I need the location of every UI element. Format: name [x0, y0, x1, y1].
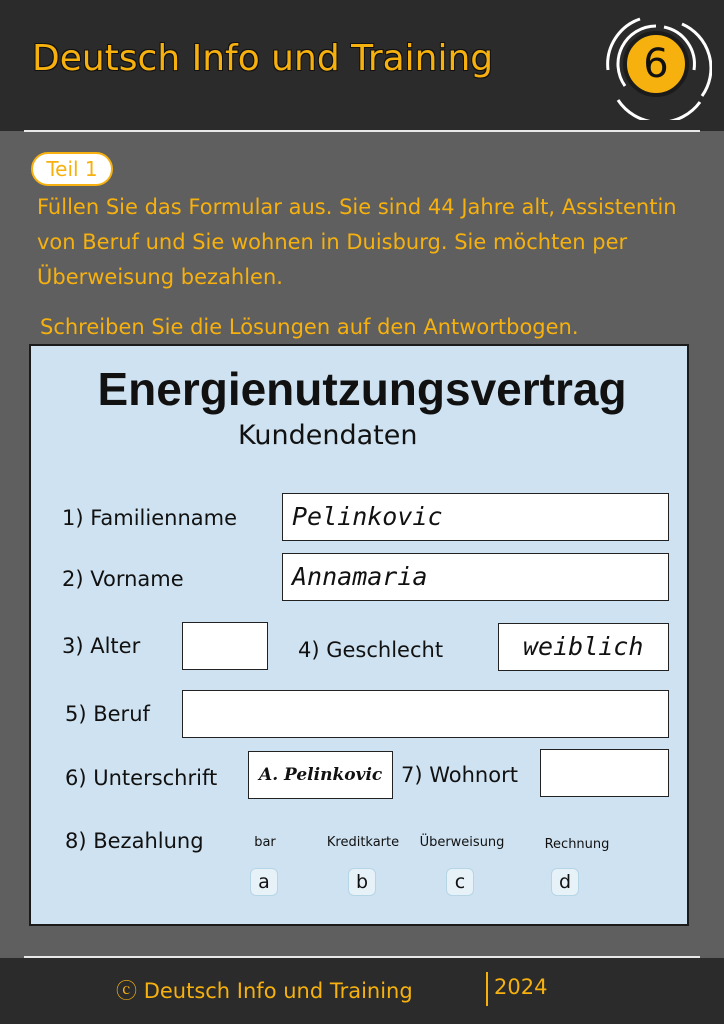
answer-note: Schreiben Sie die Lösungen auf den Antwortbogen. — [40, 315, 579, 339]
part-label: Teil 1 — [31, 152, 113, 186]
footer-year: 2024 — [494, 975, 548, 999]
option-rechnung-label: Rechnung — [544, 837, 610, 852]
option-d-button[interactable]: d — [551, 868, 579, 896]
geschlecht-field[interactable] — [498, 623, 669, 671]
unterschrift-label: 6) Unterschrift — [65, 766, 218, 790]
vorname-field[interactable] — [282, 553, 669, 601]
divider-top — [24, 130, 700, 132]
footer-separator — [486, 972, 488, 1006]
beruf-field[interactable] — [182, 690, 669, 738]
geschlecht-value: weiblich — [523, 632, 644, 661]
form-title: Energienutzungsvertrag — [97, 363, 627, 415]
option-b-button[interactable]: b — [348, 868, 376, 896]
wohnort-label: 7) Wohnort — [401, 763, 518, 787]
wohnort-field[interactable] — [540, 749, 669, 797]
alter-label: 3) Alter — [62, 634, 141, 658]
footer-brand: Deutsch Info und Training — [143, 979, 413, 1003]
option-a-button[interactable]: a — [250, 868, 278, 896]
bezahlung-label: 8) Bezahlung — [65, 829, 204, 853]
option-bar-label: bar — [254, 835, 276, 850]
option-c-button[interactable]: c — [446, 868, 474, 896]
familienname-label: 1) Familienname — [62, 506, 237, 530]
option-ueberweisung-label: Überweisung — [419, 835, 505, 850]
option-kreditkarte-label: Kreditkarte — [326, 835, 400, 850]
footer-copyright — [116, 975, 413, 1005]
familienname-field[interactable] — [282, 493, 669, 541]
vorname-label: 2) Vorname — [62, 567, 184, 591]
alter-field[interactable] — [182, 622, 268, 670]
geschlecht-label: 4) Geschlecht — [298, 638, 444, 662]
unterschrift-value: A. Pelinkovic — [259, 765, 383, 785]
copyright-icon: ⓒ — [116, 979, 137, 1003]
unterschrift-field[interactable] — [248, 751, 393, 799]
vorname-value: Annamaria — [292, 562, 428, 591]
beruf-label: 5) Beruf — [65, 702, 150, 726]
form-subtitle: Kundendaten — [238, 420, 418, 451]
page-title: Deutsch Info und Training — [32, 38, 494, 79]
familienname-value: Pelinkovic — [292, 502, 443, 531]
number-badge — [600, 8, 712, 120]
badge-number: 6 — [643, 41, 669, 87]
task-instruction: Füllen Sie das Formular aus. Sie sind 44 Jahre alt, Assistentin von Beruf und Sie wohnen in Duisburg. Sie möchten per Überweisung bezahlen. — [37, 195, 677, 289]
